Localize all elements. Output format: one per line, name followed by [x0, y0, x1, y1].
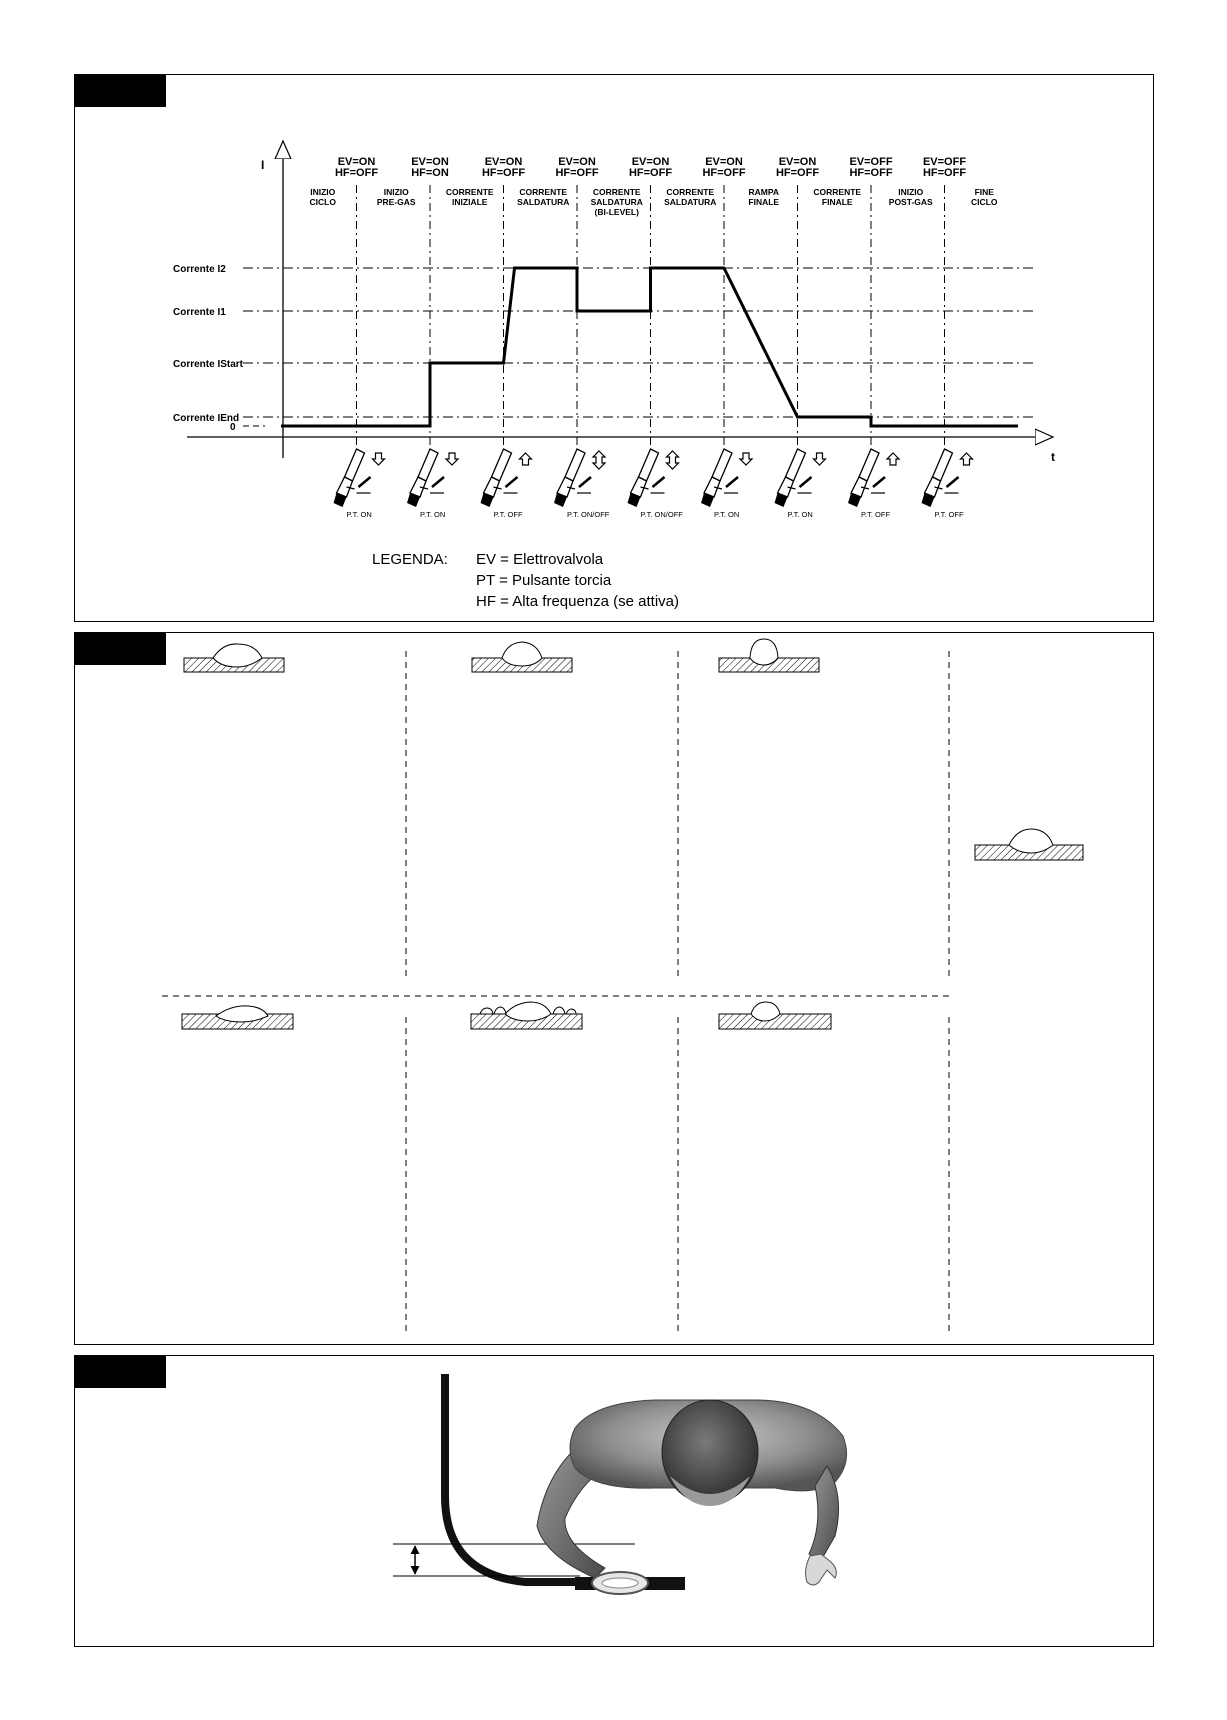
arrow-updown-icon — [667, 451, 679, 469]
phase-hf-state: HF=OFF — [849, 167, 893, 179]
phase-hf-state: HF=OFF — [334, 167, 379, 179]
arrow-down-icon — [373, 453, 385, 465]
phase-label: CORRENTE — [445, 187, 494, 197]
torch-icon — [775, 449, 826, 519]
torch-icon — [922, 449, 973, 519]
weld-bead-small — [719, 1002, 831, 1029]
arrow-up-icon — [520, 453, 532, 465]
phase-ev-state: EV=ON — [705, 156, 743, 168]
phase-label: SALDATURA — [590, 197, 643, 207]
welding-cycle-panel — [74, 74, 1154, 622]
phase-label: CORRENTE — [592, 187, 641, 197]
weld-bead-reference — [975, 829, 1083, 860]
welding-cycle-chart — [75, 75, 1153, 621]
phase-ev-state: EV=ON — [631, 156, 670, 168]
current-profile-line — [281, 268, 1018, 426]
legend-line-pt: PT = Pulsante torcia — [476, 572, 612, 589]
phase-ev-state: EV=ON — [558, 156, 596, 168]
weld-bead-spatter — [471, 1002, 582, 1029]
phase-label: INIZIALE — [452, 197, 488, 207]
torch-icon — [628, 449, 684, 519]
legend-title: LEGENDA: — [372, 551, 448, 568]
torch-button-state: P.T. OFF — [493, 510, 523, 519]
torch-icon — [554, 449, 610, 519]
phase-ev-state: EV=ON — [484, 156, 523, 168]
phase-label: CORRENTE — [666, 187, 715, 197]
weld-bead-normal — [184, 644, 284, 672]
y-axis-label: I — [261, 158, 265, 172]
torch-button-state: P.T. ON/OFF — [567, 510, 610, 519]
weld-bead-narrow — [472, 642, 572, 672]
arrow-up-icon — [961, 453, 973, 465]
phase-hf-state: HF=OFF — [481, 167, 526, 179]
welder-illustration — [75, 1356, 1153, 1646]
torch-button-state: P.T. OFF — [934, 510, 964, 519]
arrow-down-icon — [740, 453, 752, 465]
phase-ev-state: EV=OFF — [922, 156, 967, 168]
level-label: Corrente IEnd — [173, 413, 240, 424]
phase-hf-state: HF=OFF — [922, 167, 967, 179]
level-label: Corrente I2 — [173, 264, 226, 275]
arrow-updown-icon — [593, 451, 605, 469]
phase-ev-state: EV=ON — [337, 156, 376, 168]
legend-line-ev: EV = Elettrovalvola — [476, 551, 604, 568]
phase-ev-state: EV=OFF — [849, 156, 893, 168]
arrow-down-icon — [814, 453, 826, 465]
weld-bead-flat — [182, 1006, 293, 1029]
phase-hf-state: HF=OFF — [702, 167, 746, 179]
arrow-up-icon — [887, 453, 899, 465]
phase-ev-state: EV=ON — [778, 156, 817, 168]
phase-label: FINALE — [748, 197, 780, 207]
phase-ev-state: EV=ON — [411, 156, 449, 168]
torch-icon — [481, 449, 532, 519]
level-label: Corrente IStart — [173, 359, 244, 370]
welder-right-hand — [806, 1554, 837, 1585]
phase-hf-state: HF=OFF — [775, 167, 820, 179]
torch-icon — [848, 449, 899, 519]
torch-icon — [407, 449, 458, 519]
torch-button-state: P.T. OFF — [861, 510, 891, 519]
weld-bead-figures — [75, 633, 1153, 1344]
phase-label: SALDATURA — [664, 197, 717, 207]
phase-hf-state: HF=ON — [411, 167, 449, 179]
phase-label: CICLO — [971, 197, 998, 207]
x-axis-label: t — [1051, 450, 1055, 464]
phase-label: INIZIO — [310, 187, 336, 197]
phase-label: FINE — [974, 187, 994, 197]
torch-button-state: P.T. ON — [420, 510, 446, 519]
phase-hf-state: HF=OFF — [555, 167, 599, 179]
torch-button-state: P.T. ON — [787, 510, 813, 519]
torch-icon — [334, 449, 385, 519]
phase-label: CICLO — [309, 197, 336, 207]
phase-label: INIZIO — [383, 187, 409, 197]
phase-label: FINALE — [821, 197, 853, 207]
torch-button-state: P.T. ON — [714, 510, 740, 519]
arrow-down-icon — [446, 453, 458, 465]
phase-label: (BI-LEVEL) — [594, 207, 639, 217]
legend-line-hf: HF = Alta frequenza (se attiva) — [476, 593, 680, 610]
phase-label: CORRENTE — [813, 187, 862, 197]
welder-head — [662, 1400, 758, 1504]
phase-label: INIZIO — [898, 187, 924, 197]
phase-hf-state: HF=OFF — [628, 167, 673, 179]
phase-label: CORRENTE — [519, 187, 568, 197]
phase-label: SALDATURA — [517, 197, 570, 207]
weld-bead-panel — [74, 632, 1154, 1345]
torch-distance-panel — [74, 1355, 1154, 1647]
phase-label: PRE-GAS — [376, 197, 416, 207]
phase-label: RAMPA — [748, 187, 780, 197]
torch-button-state: P.T. ON/OFF — [640, 510, 683, 519]
torch-button-state: P.T. ON — [346, 510, 372, 519]
level-label: Corrente I1 — [173, 307, 226, 318]
torch-icon — [701, 449, 752, 519]
weld-bead-tall — [719, 639, 819, 672]
phase-label: POST-GAS — [888, 197, 933, 207]
level-label: 0 — [230, 422, 236, 433]
